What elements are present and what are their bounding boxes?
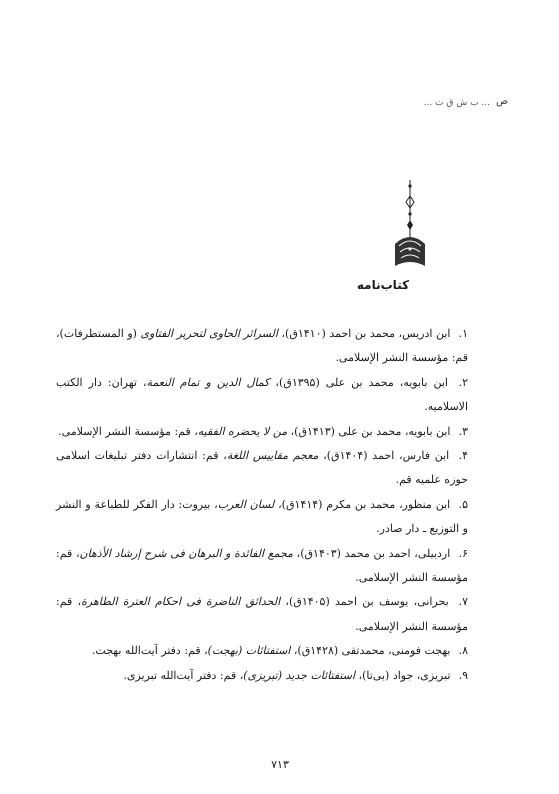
reference-item [56,420,468,444]
reference-author: تبریزی، جواد (بی‌تا)، [355,668,451,682]
reference-title: لسان العرب [217,497,275,511]
reference-item [56,493,468,542]
reference-item [56,542,468,591]
reference-author: بهجت فومنی، محمدتقی (۱۴۲۸ق)، [290,644,451,658]
reference-publisher: ، قم: مؤسسة النشر الإسلامی. [56,546,468,585]
reference-title: معجم مقاییس اللغة [226,449,319,463]
reference-number: ۸. [458,644,468,658]
reference-title: من لا یحضره الفقیه [197,424,288,438]
reference-title: کمال الدین و تمام النعمة [146,375,270,389]
reference-author: ابن بابویه، محمد بن علی (۱۳۹۵ق)، [269,375,448,389]
reference-title: الحدائق الناضرة فی احکام العترة الطاهرة [81,595,281,609]
reference-number: ۲. [458,375,469,389]
reference-publisher: ، تهران: دار الکتب الاسلامیه. [56,375,468,414]
reference-author: بحرانی، یوسف بن احمد (۱۴۰۵ق)، [280,595,449,609]
reference-publisher: ، قم: انتشارات دفتر تبلیغات اسلامی حوزه علمیه قم. [56,449,468,487]
reference-author: ابن بابویه، محمد بن علی (۱۴۱۳ق)، [287,424,451,438]
reference-item [56,590,468,639]
reference-list [56,322,468,688]
reference-number: ۳. [458,424,468,438]
reference-title: استفتائات (بهجت) [207,644,291,658]
decorative-ornament [387,178,433,274]
reference-author: ابن فارس، احمد (۱۴۰۴ق)، [318,449,450,463]
reference-publisher: ، قم: مؤسسة النشر الإسلامی. [56,595,468,633]
reference-title: مجمع الفائدة و البرهان فی شرح إرشاد الأذهان [79,546,293,560]
reference-number: ۴. [458,449,468,463]
reference-number: ۹. [458,668,468,682]
reference-title: استفتائات جدید (تبریزی) [243,668,356,682]
reference-publisher: ، بیروت: دار الفکر للطباعة و النشر و التوزیع ـ دار صادر. [56,497,468,536]
reference-item [56,444,468,493]
reference-number: ۷. [458,595,468,609]
reference-publisher: (و المستطرفات)، قم: مؤسسة النشر الإسلامی. [56,327,468,365]
reference-title: السرائر الحاوی لتحریر الفتاوی [140,327,278,340]
reference-publisher: ، قم: دفتر آیت‌الله تبریزی. [123,668,244,682]
running-head-mark: ص [496,96,509,107]
reference-number: ۱. [458,327,468,340]
reference-item [56,664,468,688]
reference-author: اردبیلی، احمد بن محمد (۱۴۰۳ق)، [292,546,451,560]
reference-item [56,322,468,371]
running-head: ... ب ش ق ت ... [423,98,490,108]
section-title: کتاب‌نامه [356,278,410,292]
reference-number: ۶. [458,546,468,560]
reference-author: ابن ادریس، محمد بن احمد (۱۴۱۰ق)، [277,327,451,340]
reference-item [56,371,468,420]
page-number: ۷۱۳ [271,758,289,771]
reference-publisher: ، قم: مؤسسة النشر الإسلامی. [58,424,198,438]
reference-item [56,639,468,663]
reference-publisher: ، قم: دفتر آیت‌الله بهجت. [91,644,208,658]
reference-number: ۵. [458,497,469,511]
reference-author: ابن منظور، محمد بن مکرم (۱۴۱۴ق)، [274,497,451,511]
